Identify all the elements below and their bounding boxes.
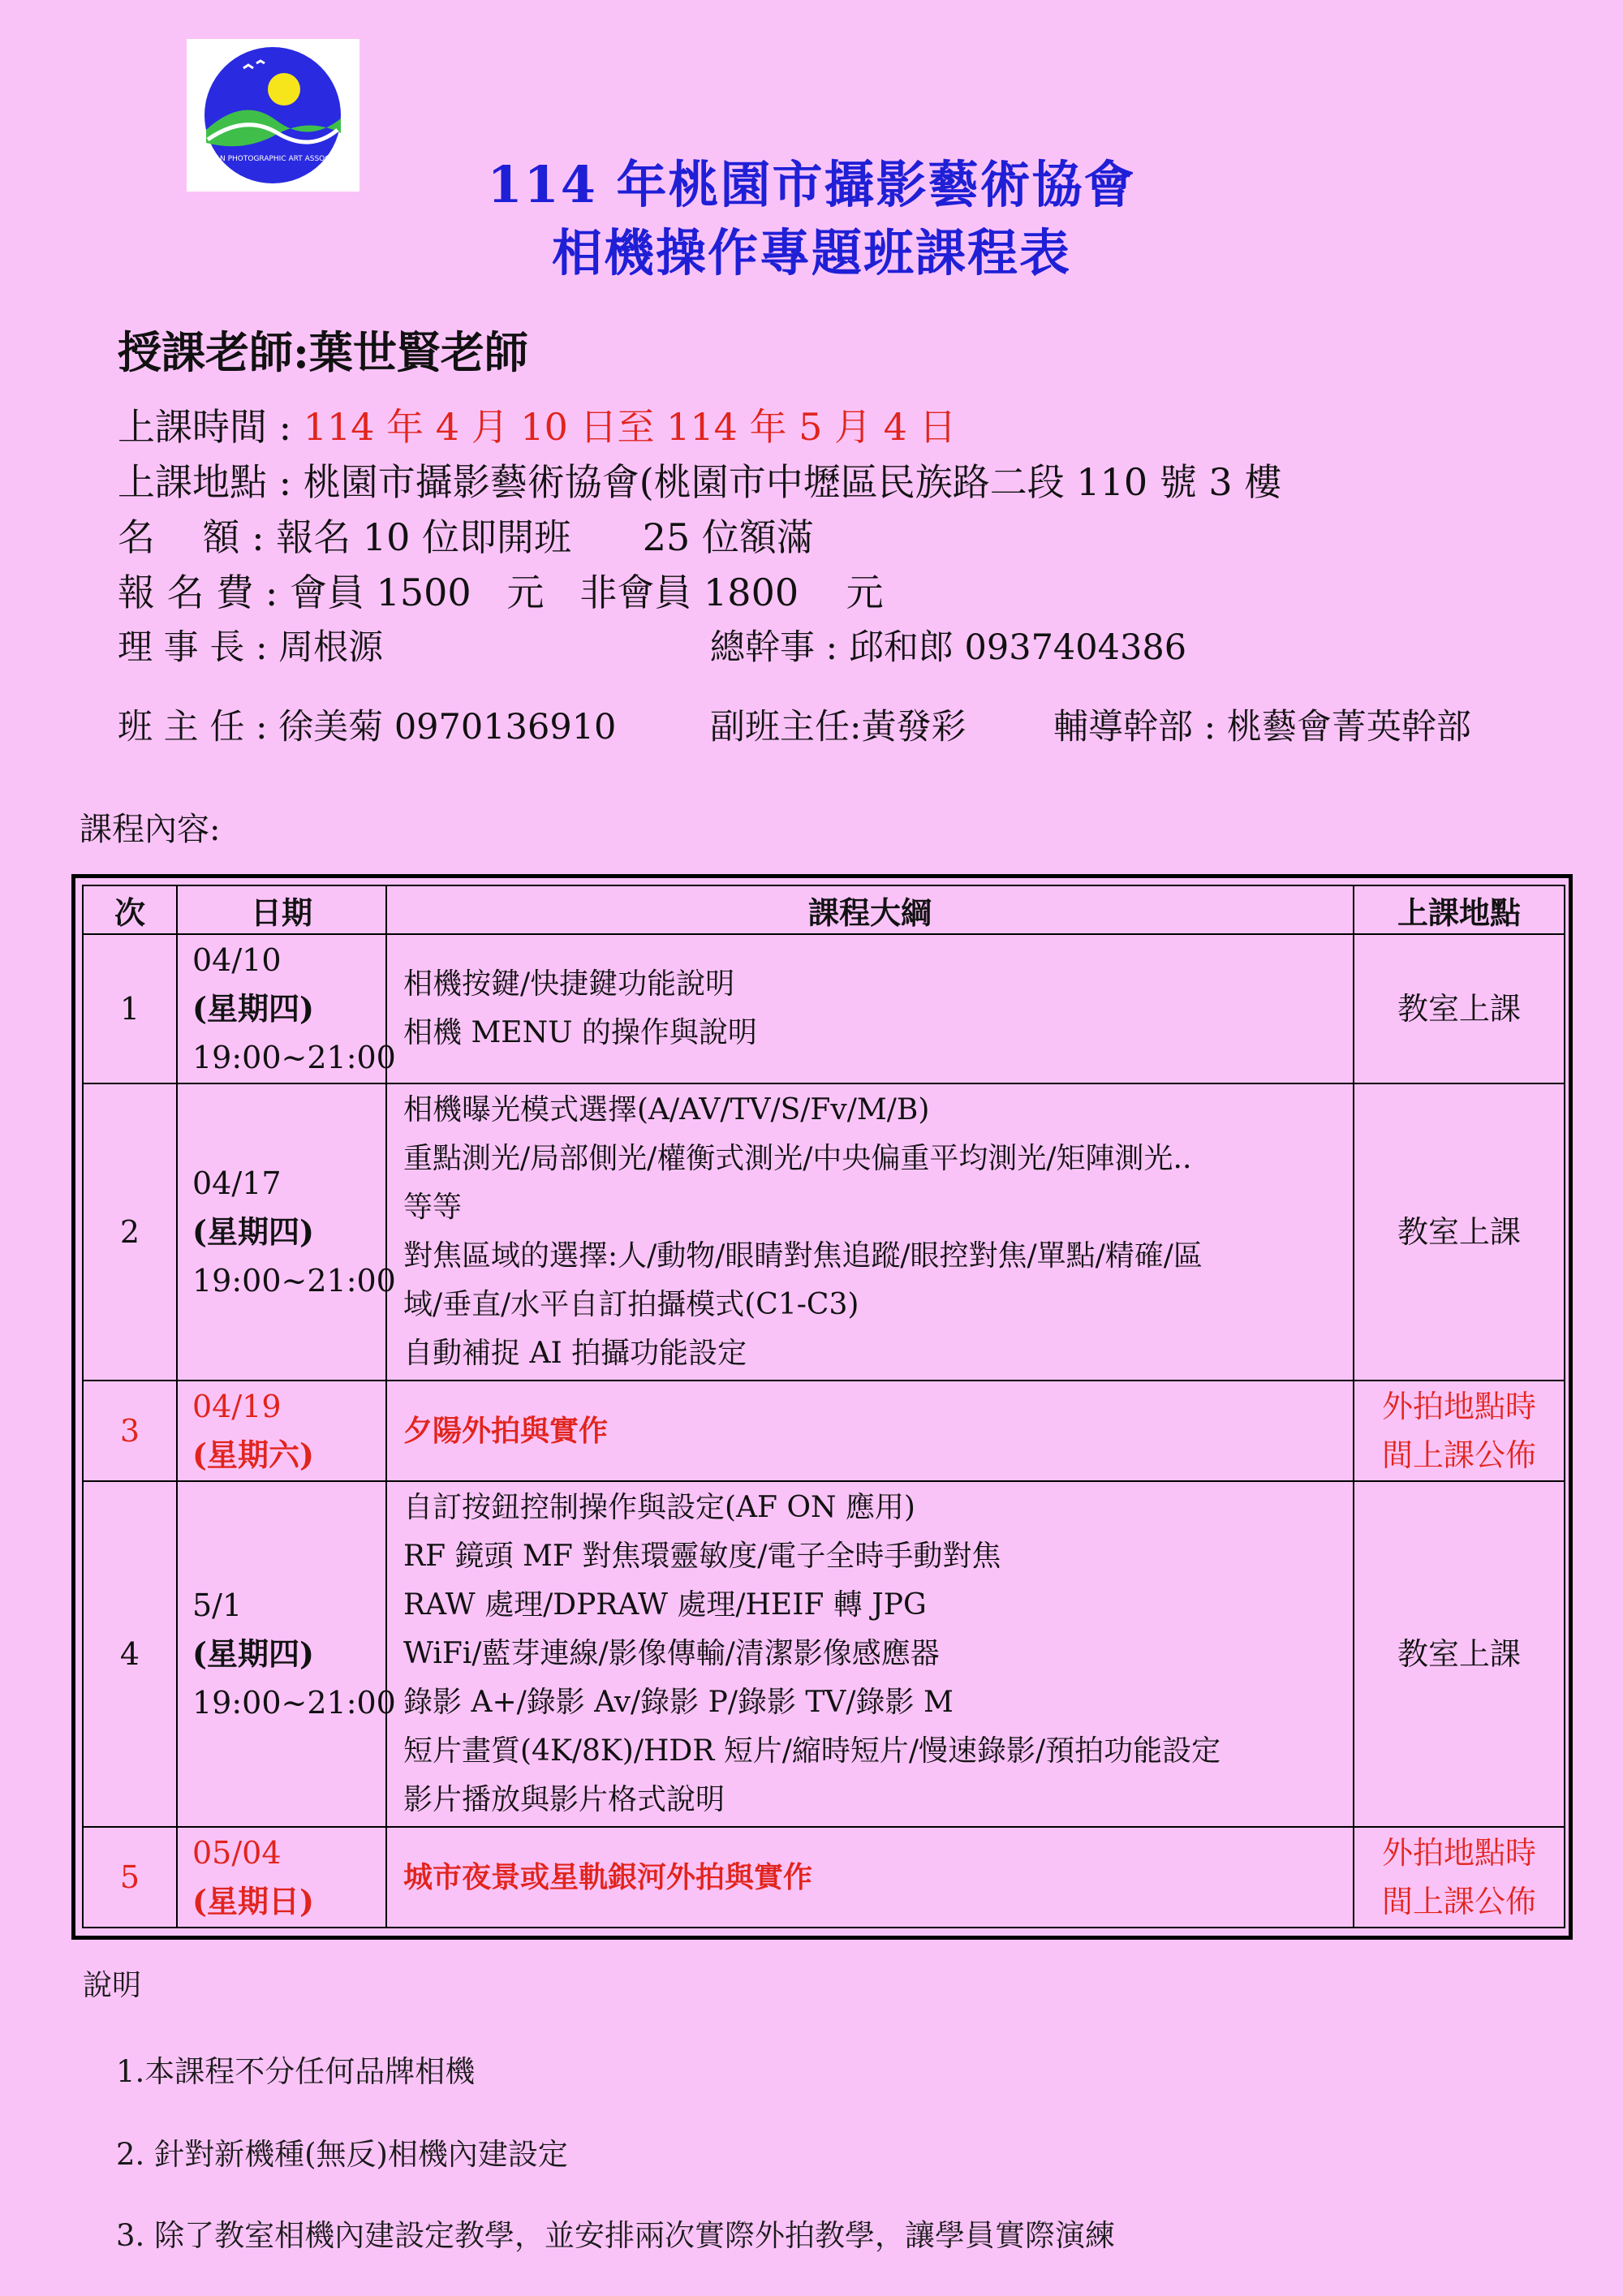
outline-item: 重點測光/局部側光/權衡式測光/中央偏重平均測光/矩陣測光.. xyxy=(403,1142,1192,1175)
session-number: 3 xyxy=(83,1381,177,1481)
schedule-table xyxy=(82,885,1565,1928)
page-subtitle: 相機操作專題班課程表 xyxy=(551,223,1071,282)
page-title: 114 年桃園市攝影藝術協會 xyxy=(487,155,1136,214)
outline-item: 短片畫質(4K/8K)/HDR 短片/縮時短片/慢速錄影/預拍功能設定 xyxy=(403,1734,1221,1768)
outline-item: 城市夜景或星軌銀河外拍與實作 xyxy=(403,1860,813,1894)
outline-item: 夕陽外拍與實作 xyxy=(403,1414,609,1448)
place-text: 外拍地點時 xyxy=(1381,1835,1536,1871)
class-time-value: 114 年 4 月 10 日至 114 年 5 月 4 日 xyxy=(303,405,957,449)
note-item: 3. 除了教室相機內建設定教學，並安排兩次實際外拍教學，讓學員實際演練 xyxy=(116,2218,1116,2253)
advisor: 輔導幹部 : 桃藝會菁英幹部 xyxy=(1053,707,1471,747)
outline-item: RAW 處理/DPRAW 處理/HEIF 轉 JPG xyxy=(403,1588,927,1622)
date: 04/17 xyxy=(192,1165,282,1201)
place-text: 教室上課 xyxy=(1397,1636,1521,1672)
outline-item: 錄影 A+/錄影 Av/錄影 P/錄影 TV/錄影 M xyxy=(403,1686,954,1719)
session-outline xyxy=(386,934,1354,1083)
outline-item: WiFi/藍芽連線/影像傳輸/清潔影像感應器 xyxy=(403,1637,940,1670)
outline-item: 相機按鍵/快捷鍵功能說明 xyxy=(403,967,735,1001)
class-fee: 報 名 費 : 會員 1500 元 非會員 1800 元 xyxy=(118,571,884,614)
chairman: 理 事 長 : 周根源 xyxy=(118,627,384,668)
time: 19:00~21:00 xyxy=(192,1040,396,1075)
session-number: 2 xyxy=(83,1083,177,1381)
time: 19:00~21:00 xyxy=(192,1263,396,1299)
outline-item: 域/垂直/水平自訂拍攝模式(C1-C3) xyxy=(403,1288,859,1321)
table-header-row xyxy=(83,885,1565,934)
vice-class-head: 副班主任:黃發彩 xyxy=(710,707,966,747)
schedule-table-frame xyxy=(71,874,1573,1940)
outline-item: 影片播放與影片格式說明 xyxy=(403,1783,725,1816)
session-place xyxy=(1354,1381,1565,1481)
teacher-name: 授課老師:葉世賢老師 xyxy=(118,326,528,378)
outline-item: 等等 xyxy=(403,1191,463,1224)
table-row xyxy=(83,1083,1565,1381)
session-outline xyxy=(386,1827,1354,1928)
date: 04/10 xyxy=(192,942,282,978)
class-head: 班 主 任 : 徐美菊 0970136910 xyxy=(118,707,617,747)
note-item: 1.本課程不分任何品牌相機 xyxy=(116,2054,476,2089)
session-date xyxy=(177,1481,396,1827)
table-row xyxy=(83,1381,1565,1481)
class-place: 上課地點 : 桃園市攝影藝術協會(桃園市中壢區民族路二段 110 號 3 樓 xyxy=(118,460,1282,504)
table-row xyxy=(83,934,1565,1083)
date: 04/19 xyxy=(192,1389,282,1424)
session-place xyxy=(1354,1481,1565,1827)
session-number: 4 xyxy=(83,1481,177,1827)
session-place xyxy=(1354,1083,1565,1381)
session-date xyxy=(177,934,396,1083)
class-time-label: 上課時間 : xyxy=(118,405,304,449)
session-outline xyxy=(386,1083,1354,1381)
session-date xyxy=(177,1381,386,1481)
notes-label: 說明 xyxy=(83,1969,142,2002)
outline-item: 相機曝光模式選擇(A/AV/TV/S/Fv/M/B) xyxy=(403,1093,930,1126)
header-outline: 課程大綱 xyxy=(386,885,1354,934)
weekday: (星期四) xyxy=(192,1635,314,1672)
header-place: 上課地點 xyxy=(1354,885,1565,934)
weekday: (星期日) xyxy=(192,1883,314,1919)
time: 19:00~21:00 xyxy=(192,1685,396,1721)
place-text: 間上課公佈 xyxy=(1381,1884,1536,1919)
outline-item: RF 鏡頭 MF 對焦環靈敏度/電子全時手動對焦 xyxy=(403,1540,1001,1573)
place-text: 間上課公佈 xyxy=(1381,1437,1536,1473)
header-session: 次 xyxy=(83,885,177,934)
header-date: 日期 xyxy=(177,885,386,934)
outline-item: 自動補捉 AI 拍攝功能設定 xyxy=(403,1337,747,1370)
weekday: (星期四) xyxy=(192,990,314,1027)
session-number: 5 xyxy=(83,1827,177,1928)
weekday: (星期四) xyxy=(192,1213,314,1250)
session-outline xyxy=(386,1381,1354,1481)
place-text: 教室上課 xyxy=(1397,991,1521,1027)
secretary: 總幹事 : 邱和郎 0937404386 xyxy=(710,627,1187,668)
session-number: 1 xyxy=(83,934,177,1083)
session-outline xyxy=(386,1481,1354,1827)
outline-item: 相機 MENU 的操作與說明 xyxy=(403,1016,757,1049)
outline-item: 對焦區域的選擇:人/動物/眼睛對焦追蹤/眼控對焦/單點/精確/區 xyxy=(403,1239,1203,1273)
session-place xyxy=(1354,934,1565,1083)
class-quota: 名 額 : 報名 10 位即開班 25 位額滿 xyxy=(118,515,814,559)
date: 5/1 xyxy=(192,1587,243,1623)
place-text: 外拍地點時 xyxy=(1381,1389,1536,1424)
class-time-line xyxy=(118,398,957,451)
date: 05/04 xyxy=(192,1835,282,1871)
table-row xyxy=(83,1481,1565,1827)
section-label: 課程內容: xyxy=(80,811,221,848)
session-date xyxy=(177,1827,386,1928)
logo-text: TAOYUAN PHOTOGRAPHIC ART ASSOCIATION xyxy=(191,155,355,163)
outline-item: 自訂按鈕控制操作與設定(AF ON 應用) xyxy=(403,1491,915,1524)
table-row xyxy=(83,1827,1565,1928)
note-item: 2. 針對新機種(無反)相機內建設定 xyxy=(116,2137,568,2172)
weekday: (星期六) xyxy=(192,1437,314,1473)
session-place xyxy=(1354,1827,1565,1928)
session-date xyxy=(177,1083,396,1381)
place-text: 教室上課 xyxy=(1397,1214,1521,1250)
